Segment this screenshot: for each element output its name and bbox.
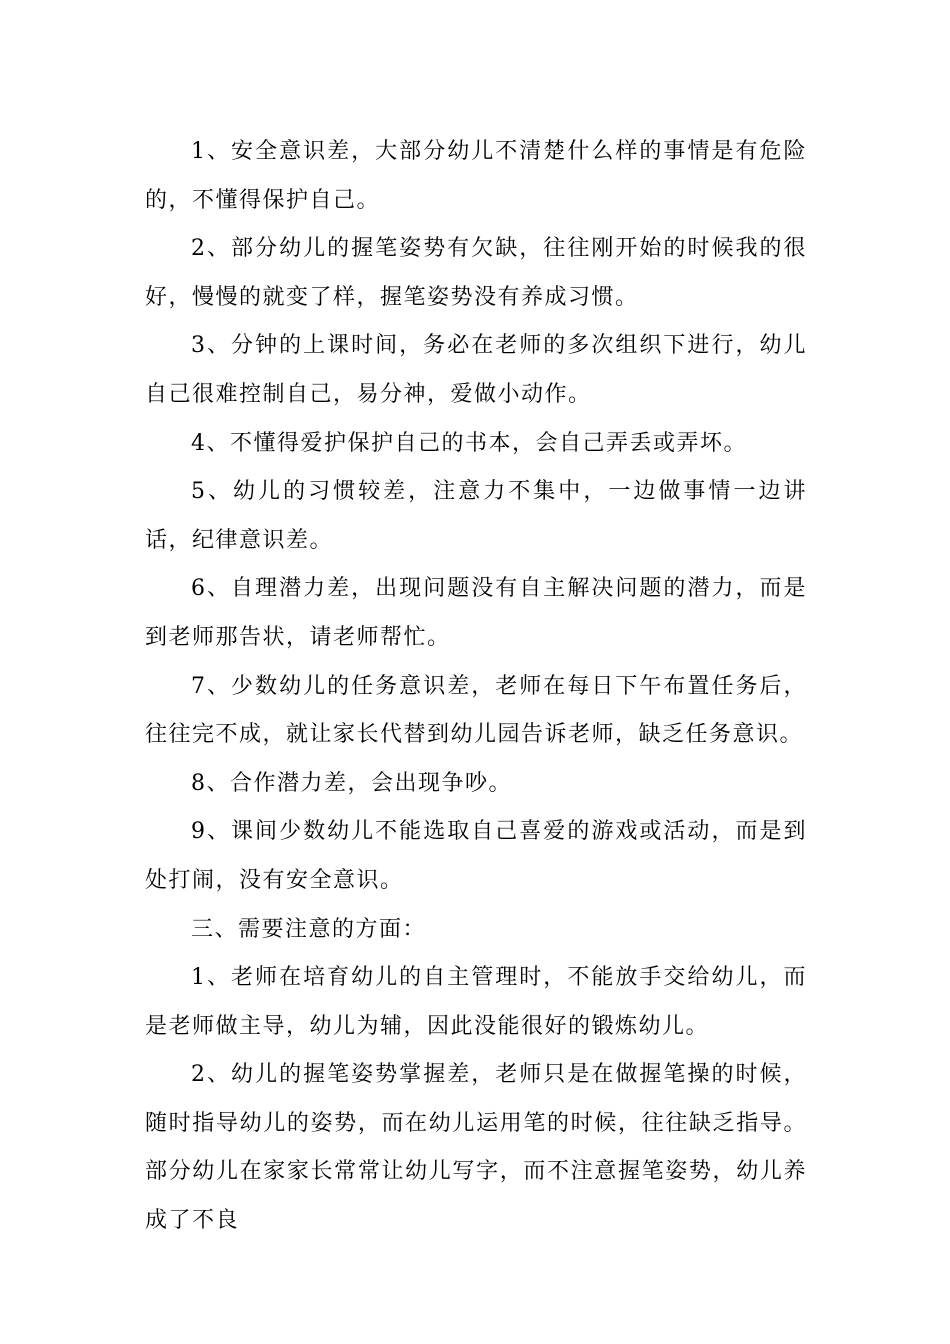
paragraph-7: 7、少数幼儿的任务意识差，老师在每日下午布置任务后，往往完不成，就让家长代替到幼儿园告诉老师，缺乏任务意识。 — [145, 673, 807, 748]
paragraph-11: 2、幼儿的握笔姿势掌握差，老师只是在做握笔操的时候，随时指导幼儿的姿势，而在幼儿运用笔的时候，往往缺乏指导。部分幼儿在家家长常常让幼儿写字，而不注意握笔姿势，幼儿养成了不良 — [145, 1062, 807, 1234]
paragraph-4: 4、不懂得爱护保护自己的书本，会自己弄丢或弄坏。 — [191, 430, 747, 456]
paragraph-2: 2、部分幼儿的握笔姿势有欠缺，往往刚开始的时候我的很好，慢慢的就变了样，握笔姿势没有养成习惯。 — [145, 236, 807, 310]
document-body — [145, 128, 807, 1246]
paragraph-8: 8、合作潜力差，会出现争吵。 — [191, 770, 512, 796]
paragraph-9: 9、课间少数幼儿不能选取自己喜爱的游戏或活动，而是到处打闹，没有安全意识。 — [145, 819, 807, 893]
paragraph-1: 1、安全意识差，大部分幼儿不清楚什么样的事情是有危险的，不懂得保护自己。 — [145, 139, 807, 213]
paragraph-5: 5、幼儿的习惯较差，注意力不集中，一边做事情一边讲话，纪律意识差。 — [145, 479, 807, 553]
paragraph-6: 6、自理潜力差，出现问题没有自主解决问题的潜力，而是到老师那告状，请老师帮忙。 — [145, 576, 807, 650]
paragraph-3: 3、分钟的上课时间，务必在老师的多次组织下进行，幼儿自己很难控制自己，易分神，爱做小动作。 — [145, 333, 807, 407]
paragraph-10: 1、老师在培育幼儿的自主管理时，不能放手交给幼儿，而是老师做主导，幼儿为辅，因此没能很好的锻炼幼儿。 — [145, 965, 807, 1039]
section-heading: 三、需要注意的方面： — [191, 916, 427, 942]
